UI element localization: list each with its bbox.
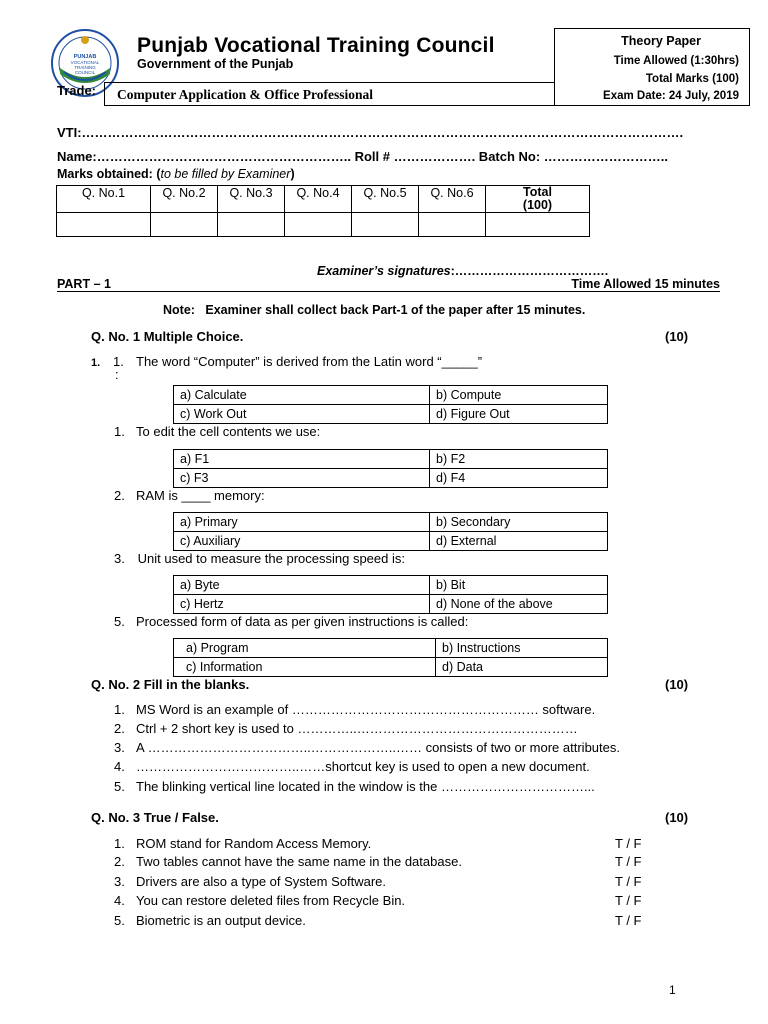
q1-item1-colon: : [115,367,119,382]
part-time-allowed: Time Allowed 15 minutes [571,277,720,291]
q1-item1-options [173,385,608,424]
svg-text:VOCATIONAL: VOCATIONAL [70,60,100,65]
marks-table [56,185,590,237]
q3-item4-text: You can restore deleted files from Recycle Bin. [136,893,406,908]
q1-item5-text: Processed form of data as per given instructions is called: [136,614,469,629]
option-b[interactable]: b) F2 [430,450,608,469]
q1-marks: (10) [665,329,689,344]
option-a[interactable]: a) Program [174,639,436,658]
q1-item4-number: 3. [114,551,125,566]
svg-text:TRAINING: TRAINING [74,65,96,70]
q1-item3-options [173,512,608,551]
q2-item5-text: The blinking vertical line located in the window is the ……………………………... [136,779,595,794]
paper-type: Theory Paper [621,34,701,48]
marks-obtained-text: Marks obtained: ( [57,167,161,181]
q1-item2-options [173,449,608,488]
q2-item1-number: 1. [114,702,125,717]
option-d[interactable]: d) Figure Out [430,405,608,424]
q1-item5-options [173,638,608,677]
option-a[interactable]: a) F1 [174,450,430,469]
examiner-label: Examiner’s signatures [317,264,451,278]
part-note: Note: Examiner shall collect back Part-1 of the paper after 15 minutes. [163,303,586,317]
q3-item5-text: Biometric is an output device. [136,913,306,928]
page-number: 1 [669,983,676,997]
org-subtitle: Government of the Punjab [137,57,294,71]
q1-item1-text: The word “Computer” is derived from the Latin word “_____” [136,354,483,369]
q3-item5-number: 5. [114,913,125,928]
option-b[interactable]: b) Instructions [436,639,608,658]
marks-obtained-note: to be filled by Examiner [160,167,291,181]
marks-header-q2: Q. No.2 [151,186,218,213]
marks-cell-q6[interactable] [419,213,486,237]
option-b[interactable]: b) Secondary [430,513,608,532]
q1-item3-number: 2. [114,488,125,503]
q1-item2-number: 1. [114,424,125,439]
q3-item1-number: 1. [114,836,125,851]
q3-item4-number: 4. [114,893,125,908]
q1-item4-options [173,575,608,614]
q3-item3-tf[interactable]: T / F [615,874,642,889]
q2-title: Q. No. 2 Fill in the blanks. [91,677,250,692]
q1-item4-text: Unit used to measure the processing speed is: [134,551,405,566]
marks-header-total: Total (100) [486,186,590,213]
option-c[interactable]: c) Work Out [174,405,430,424]
q2-item2-number: 2. [114,721,125,736]
examiner-signatures [317,264,608,278]
marks-cell-q3[interactable] [218,213,285,237]
total-marks: Total Marks (100) [645,73,739,85]
option-c[interactable]: c) Information [174,658,436,677]
option-d[interactable]: d) Data [436,658,608,677]
marks-cell-total[interactable] [486,213,590,237]
org-title: Punjab Vocational Training Council [137,34,495,57]
q2-marks: (10) [665,677,689,692]
marks-cell-q5[interactable] [352,213,419,237]
q1-item1-number: 1. [91,357,101,369]
marks-header-q4: Q. No.4 [285,186,352,213]
marks-obtained-label [57,167,295,181]
q1-item5-number: 5. [114,614,125,629]
option-b[interactable]: b) Bit [430,576,608,595]
trade-label: Trade: [57,83,97,98]
marks-header-q3: Q. No.3 [218,186,285,213]
marks-header-q6: Q. No.6 [419,186,486,213]
time-allowed: Time Allowed (1:30hrs) [613,55,739,67]
q2-item3-text: A ………………………………..………………..…… consists of two or more attributes. [136,740,620,755]
q1-title: Q. No. 1 Multiple Choice. [91,329,244,344]
q2-item4-number: 4. [114,759,125,774]
option-a[interactable]: a) Calculate [174,386,430,405]
svg-text:PUNJAB: PUNJAB [73,54,97,60]
q3-item2-number: 2. [114,854,125,869]
examiner-dots: :………………………………. [450,264,609,278]
svg-text:COUNCIL: COUNCIL [74,70,96,75]
q3-item2-tf[interactable]: T / F [615,854,642,869]
q3-item1-text: ROM stand for Random Access Memory. [136,836,372,851]
q2-item2-text: Ctrl + 2 short key is used to …………..…………………………………………… [136,721,578,736]
marks-cell-q2[interactable] [151,213,218,237]
marks-obtained-close: ) [290,167,295,181]
option-d[interactable]: d) None of the above [430,595,608,614]
q1-item2-text: To edit the cell contents we use: [136,424,321,439]
q3-item3-number: 3. [114,874,125,889]
q2-item4-text: ………………………………..……shortcut key is used to open a new document. [136,759,590,774]
name-roll-batch-line: Name:………………………………………………….. Roll # ………………. Batch No: ……………………….. [57,149,669,164]
q3-item4-tf[interactable]: T / F [615,893,642,908]
trade-box [104,82,555,106]
q1-item1-subnumber: 1. [113,354,124,369]
q2-item3-number: 3. [114,740,125,755]
marks-header-q1: Q. No.1 [57,186,151,213]
q3-item1-tf[interactable]: T / F [615,836,642,851]
q3-item2-text: Two tables cannot have the same name in the database. [136,854,462,869]
option-c[interactable]: c) Hertz [174,595,430,614]
q3-item3-text: Drivers are also a type of System Software. [136,874,386,889]
q3-title: Q. No. 3 True / False. [91,810,219,825]
q3-item5-tf[interactable]: T / F [615,913,642,928]
trade-value: Computer Application & Office Professional [117,87,373,102]
q3-marks: (10) [665,810,689,825]
vti-line: VTI:…………………………………………………………………………………………………………………………. [57,125,684,140]
option-a[interactable]: a) Primary [174,513,430,532]
q1-item3-text: RAM is ____ memory: [136,488,265,503]
marks-cell-q4[interactable] [285,213,352,237]
option-d[interactable]: d) External [430,532,608,551]
option-d[interactable]: d) F4 [430,469,608,488]
q2-item1-text: MS Word is an example of ………………………………………………… software. [136,702,596,717]
option-a[interactable]: a) Byte [174,576,430,595]
option-c[interactable]: c) Auxiliary [174,532,430,551]
exam-info-box [554,28,750,106]
option-b[interactable]: b) Compute [430,386,608,405]
marks-cell-q1[interactable] [57,213,151,237]
part-divider [57,291,720,292]
part-label: PART – 1 [57,277,111,291]
q2-item5-number: 5. [114,779,125,794]
marks-header-q5: Q. No.5 [352,186,419,213]
exam-date: Exam Date: 24 July, 2019 [603,90,739,102]
option-c[interactable]: c) F3 [174,469,430,488]
